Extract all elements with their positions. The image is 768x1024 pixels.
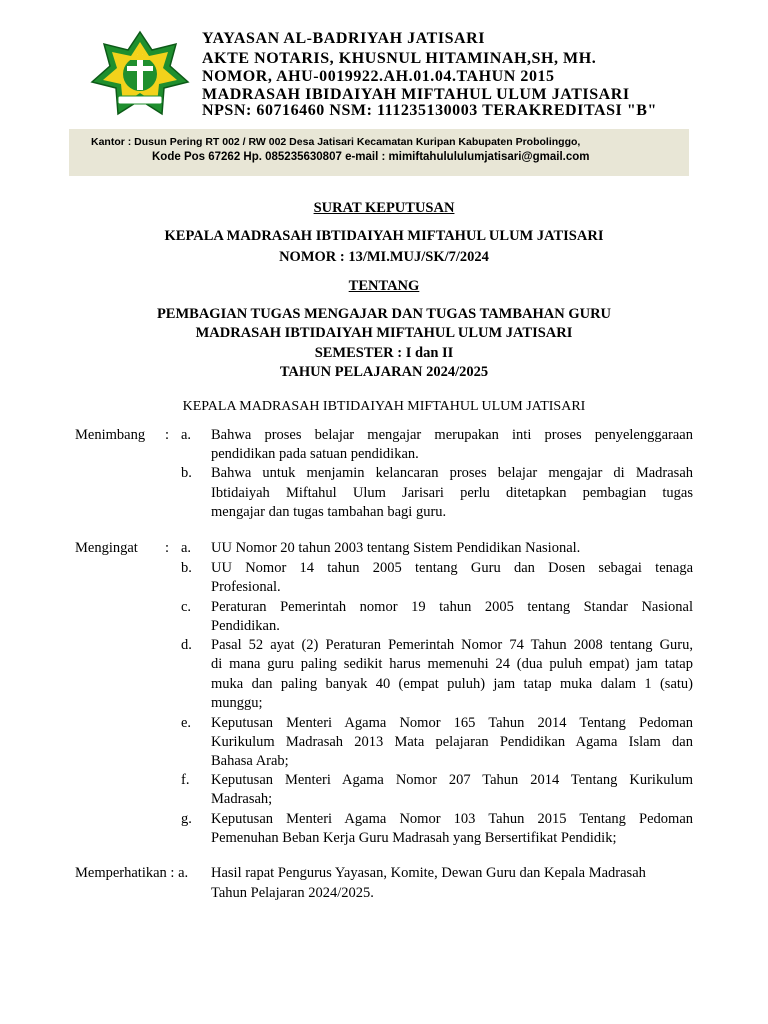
mengingat-item-e-line-3: Bahasa Arab; [211, 753, 289, 769]
mengingat-letter-f: f. [181, 772, 190, 788]
memperhatikan-line-1: Hasil rapat Pengurus Yayasan, Komite, Dewan Guru dan Kepala Madrasah [211, 865, 646, 881]
mengingat-colon: : [165, 540, 170, 556]
mengingat-letter-d: d. [181, 637, 192, 653]
mengingat-label: Mengingat [75, 540, 138, 556]
decree-number: NOMOR : 13/MI.MUJ/SK/7/2024 [279, 249, 489, 265]
mengingat-item-b-line-1: UU Nomor 14 tahun 2005 tentang Guru dan Dosen sebagai tenaga [211, 560, 693, 576]
mengingat-letter-b: b. [181, 560, 192, 576]
mengingat-letter-g: g. [181, 811, 192, 827]
mengingat-item-a-line-1: UU Nomor 20 tahun 2003 tentang Sistem Pendidikan Nasional. [211, 540, 581, 556]
menimbang-item-b-line-2: Ibtidaiyah Miftahul Ulum Jarisari perlu ditetapkan pembagian tugas [211, 485, 693, 501]
menimbang-label: Menimbang [75, 427, 146, 443]
menimbang-item-b-line-3: mengajar dan tugas tambahan bagi guru. [211, 504, 447, 520]
mengingat-letter-e: e. [181, 715, 192, 731]
subject-line-3: SEMESTER : I dan II [314, 345, 454, 361]
mengingat-item-g-line-1: Keputusan Menteri Agama Nomor 103 Tahun 2015 Tentang Pedoman [211, 811, 693, 827]
header-ahu-number: NOMOR, AHU-0019922.AH.01.04.TAHUN 2015 [202, 68, 555, 85]
mengingat-item-d-line-4: munggu; [211, 695, 263, 711]
mengingat-item-e-line-2: Kurikulum Madrasah 2013 Mata pelajaran Pendidikan Agama Islam dan [211, 734, 693, 750]
mengingat-item-e-line-1: Keputusan Menteri Agama Nomor 165 Tahun 2014 Tentang Pedoman [211, 715, 693, 731]
mengingat-letter-c: c. [181, 599, 192, 615]
address-contact-line: Kode Pos 67262 Hp. 085235630807 e-mail : mimiftahulululumjatisari@gmail.com [152, 151, 590, 163]
mengingat-item-d-line-2: di mana guru paling sedikit harus memenuhi 24 (dua puluh empat) jam tatap [211, 656, 693, 672]
about-label: TENTANG [348, 278, 420, 294]
intro-line: KEPALA MADRASAH IBTIDAIYAH MIFTAHUL ULUM JATISARI [182, 399, 586, 414]
menimbang-letter-a: a. [181, 427, 192, 443]
mengingat-item-d-line-3: muka dan paling banyak 40 (empat puluh) jam tatap muka dalam 1 (satu) [211, 676, 693, 692]
menimbang-letter-b: b. [181, 465, 192, 481]
header-npsn-nsm: NPSN: 60716460 NSM: 111235130003 TERAKREDITASI "B" [202, 102, 657, 119]
mengingat-item-c-line-1: Peraturan Pemerintah nomor 19 tahun 2005 tentang Standar Nasional [211, 599, 693, 615]
mengingat-item-g-line-2: Pemenuhan Beban Kerja Guru Madrasah yang Bersertifikat Pendidik; [211, 830, 617, 846]
menimbang-item-a-line-1: Bahwa proses belajar mengajar merupakan inti proses penyelenggaraan [211, 427, 693, 443]
mengingat-item-b-line-2: Profesional. [211, 579, 281, 595]
madrasah-logo-icon [90, 30, 190, 120]
menimbang-colon: : [165, 427, 170, 443]
subject-line-1: PEMBAGIAN TUGAS MENGAJAR DAN TUGAS TAMBAHAN GURU [156, 306, 612, 322]
memperhatikan-line-2: Tahun Pelajaran 2024/2025. [211, 885, 374, 901]
menimbang-item-a-line-2: pendidikan pada satuan pendidikan. [211, 446, 419, 462]
doc-type-title: SURAT KEPUTUSAN [313, 200, 455, 216]
header-madrasah-name: MADRASAH IBIDAIYAH MIFTAHUL ULUM JATISARI [202, 86, 630, 103]
address-box [69, 129, 689, 176]
mengingat-item-f-line-1: Keputusan Menteri Agama Nomor 207 Tahun 2014 Tentang Kurikulum [211, 772, 693, 788]
memperhatikan-label: Memperhatikan : a. [75, 865, 189, 881]
subject-line-4: TAHUN PELAJARAN 2024/2025 [279, 364, 489, 380]
header-notary-deed: AKTE NOTARIS, KHUSNUL HITAMINAH,SH, MH. [202, 50, 597, 67]
address-office-line: Kantor : Dusun Pering RT 002 / RW 002 Desa Jatisari Kecamatan Kuripan Kabupaten Probolinggo, [91, 136, 581, 148]
mengingat-item-c-line-2: Pendidikan. [211, 618, 280, 634]
mengingat-item-f-line-2: Madrasah; [211, 791, 273, 807]
issuer-line: KEPALA MADRASAH IBTIDAIYAH MIFTAHUL ULUM JATISARI [164, 228, 604, 244]
menimbang-item-b-line-1: Bahwa untuk menjamin kelancaran proses belajar mengajar di Madrasah [211, 465, 693, 481]
mengingat-letter-a: a. [181, 540, 192, 556]
header-foundation-name: YAYASAN AL-BADRIYAH JATISARI [202, 30, 486, 47]
mengingat-item-d-line-1: Pasal 52 ayat (2) Peraturan Pemerintah Nomor 74 Tahun 2008 tentang Guru, [211, 637, 693, 653]
subject-line-2: MADRASAH IBTIDAIYAH MIFTAHUL ULUM JATISARI [195, 325, 573, 341]
